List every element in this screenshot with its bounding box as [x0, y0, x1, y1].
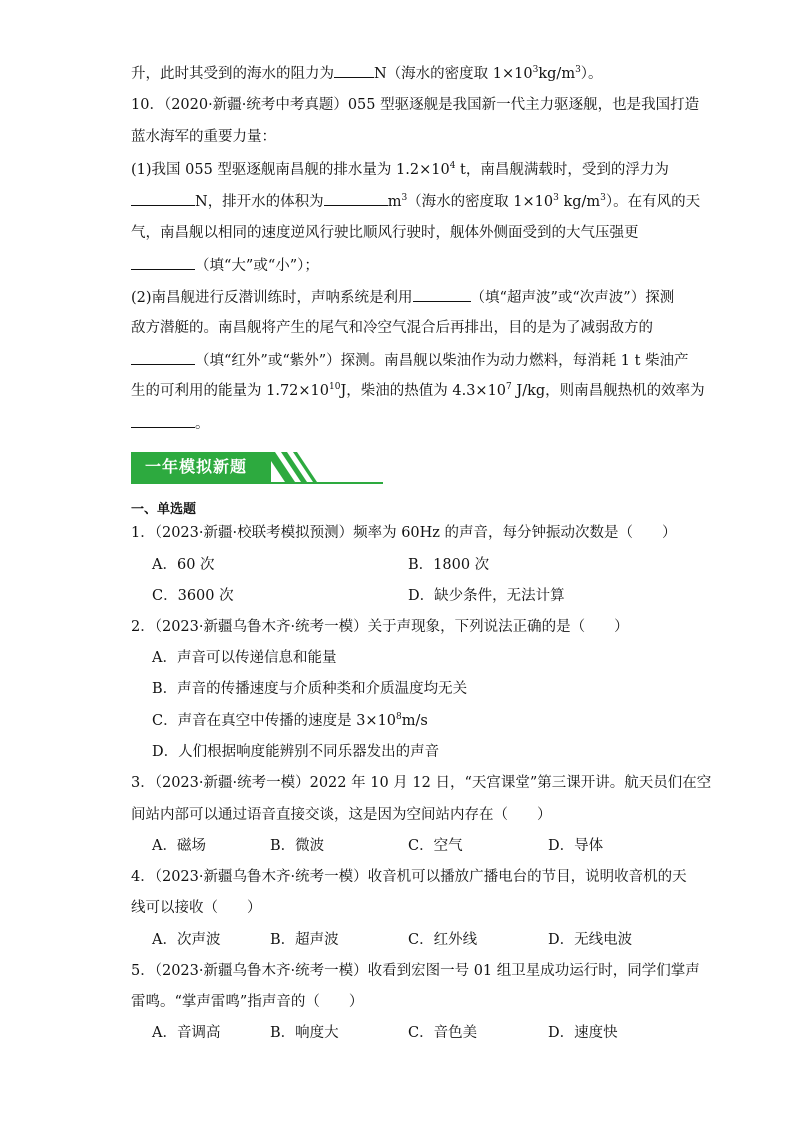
q10-text: （填“红外”或“紫外”）探测。南昌舰以柴油作为动力燃料，每消耗 1 t 柴油产: [195, 353, 689, 369]
superscript: 3: [600, 193, 606, 204]
q10-text: m: [387, 194, 402, 210]
q10-text: kg/m: [558, 194, 601, 210]
q5-option-c[interactable]: C．音色美: [408, 1025, 478, 1041]
q10-stem-line1: 10．（2020·新疆·统考中考真题）055 型驱逐舰是我国新一代主力驱逐舰，也是我国打造: [131, 97, 700, 113]
q2-option-d[interactable]: D．人们根据响度能辨别不同乐器发出的声音: [152, 744, 440, 760]
q10-text: （填“超声波”或“次声波”）探测: [470, 290, 675, 306]
q1-option-b[interactable]: B．1800 次: [408, 557, 490, 573]
q4-option-d[interactable]: D．无线电波: [548, 932, 633, 948]
q1-option-d[interactable]: D．缺少条件，无法计算: [408, 588, 565, 604]
q10-text: 。: [195, 416, 210, 432]
banner-stripes-icon: [265, 452, 335, 484]
q10-part1-line4: [131, 255, 319, 276]
q10-text: （海水的密度取 1×10: [407, 194, 554, 210]
q4-option-c[interactable]: C．红外线: [408, 932, 478, 948]
q10-part1-line3: 气，南昌舰以相同的速度逆风行驶比顺风行驶时，舰体外侧面受到的大气压强更: [131, 225, 639, 241]
q9-tail-unit: N（海水的密度取 1×10: [374, 66, 533, 82]
q10-part2-line5: [131, 413, 210, 434]
q10-part2-line2: 敌方潜艇的。南昌舰将产生的尾气和冷空气混合后再排出，目的是为了减弱敌方的: [131, 320, 653, 336]
superscript: 8: [396, 712, 402, 723]
q10-part2-line4: [131, 381, 705, 401]
q9-tail-post: ）。: [580, 66, 603, 82]
q5-option-d[interactable]: D．速度快: [548, 1025, 618, 1041]
section-title: 一、单选题: [131, 502, 197, 517]
q10-part1-line1: [131, 160, 669, 180]
q10-stem-line2: 蓝水海军的重要力量：: [131, 129, 276, 145]
question-4-stem-line2: 线可以接收（ ）: [131, 900, 262, 916]
superscript: 7: [506, 382, 512, 393]
q2-option-a[interactable]: A．声音可以传递信息和能量: [152, 650, 337, 666]
q10-text: ）。在有风的天: [605, 194, 701, 210]
q10-text: (2)南昌舰进行反潜训练时，声呐系统是利用: [131, 290, 413, 306]
q10-text: 生的可利用的能量为 1.72×10: [131, 383, 329, 399]
q4-option-a[interactable]: A．次声波: [152, 932, 221, 948]
answer-blank[interactable]: [324, 191, 388, 206]
question-3-stem-line1: 3．（2023·新疆·统考一模）2022 年 10 月 12 日，“天宫课堂”第三课开讲。航天员们在空: [131, 775, 712, 791]
answer-blank[interactable]: [413, 287, 471, 302]
superscript: 3: [553, 193, 559, 204]
q4-option-b[interactable]: B．超声波: [270, 932, 339, 948]
banner-underline: [131, 482, 383, 484]
question-3-stem-line2: 间站内部可以通过语音直接交谈，这是因为空间站内存在（ ）: [131, 807, 552, 823]
question-2-stem: 2．（2023·新疆乌鲁木齐·统考一模）关于声现象，下列说法正确的是（ ）: [131, 619, 629, 635]
superscript: 3: [401, 193, 408, 204]
q2-option-c-text: C．声音在真空中传播的速度是 3×10: [152, 713, 397, 729]
q3-option-b[interactable]: B．微波: [270, 838, 325, 854]
q10-text: J/kg，则南昌舰热机的效率为: [511, 383, 705, 399]
question-4-stem-line1: 4．（2023·新疆乌鲁木齐·统考一模）收音机可以播放广播电台的节目，说明收音机的天: [131, 869, 687, 885]
q5-option-a[interactable]: A．音调高: [152, 1025, 221, 1041]
q10-text: t，南昌舰满载时，受到的浮力为: [455, 162, 669, 178]
answer-blank[interactable]: [131, 350, 195, 365]
q10-part2-line3: [131, 350, 689, 371]
superscript: 4: [449, 161, 456, 172]
q3-option-d[interactable]: D．导体: [548, 838, 604, 854]
q10-part2-line1: [131, 287, 674, 308]
q9-tail-text: 升，此时其受到的海水的阻力为: [131, 66, 334, 82]
q1-option-c[interactable]: C．3600 次: [152, 588, 234, 604]
question-1-stem: 1．（2023·新疆·校联考模拟预测）频率为 60Hz 的声音，每分钟振动次数是（ ）: [131, 525, 677, 541]
question-5-stem-line1: 5．（2023·新疆乌鲁木齐·统考一模）收看到宏图一号 01 组卫星成功运行时，同学们掌声: [131, 963, 700, 979]
question-5-stem-line2: 雷鸣。“掌声雷鸣”指声音的（ ）: [131, 994, 364, 1010]
q9-tail-line: [131, 63, 603, 84]
q1-option-a[interactable]: A．60 次: [152, 557, 215, 573]
answer-blank[interactable]: [334, 63, 374, 78]
q9-tail-unit2: kg/m: [538, 66, 576, 82]
section-banner: [131, 452, 383, 484]
q2-option-c[interactable]: [152, 711, 428, 731]
superscript: 3: [532, 65, 539, 76]
superscript: 3: [575, 65, 581, 76]
answer-blank[interactable]: [131, 191, 195, 206]
superscript: 10: [329, 382, 341, 393]
answer-blank[interactable]: [131, 413, 195, 428]
q10-text: (1)我国 055 型驱逐舰南昌舰的排水量为 1.2×10: [131, 162, 450, 178]
q3-option-c[interactable]: C．空气: [408, 838, 463, 854]
q5-option-b[interactable]: B．响度大: [270, 1025, 339, 1041]
banner-title: 一年模拟新题: [145, 457, 248, 476]
q3-option-a[interactable]: A．磁场: [152, 838, 206, 854]
q10-part1-line2: [131, 191, 700, 212]
answer-blank[interactable]: [131, 255, 195, 270]
q2-option-c-unit: m/s: [401, 713, 428, 729]
q10-text: N，排开水的体积为: [195, 194, 324, 210]
q2-option-b[interactable]: B．声音的传播速度与介质种类和介质温度均无关: [152, 681, 468, 697]
q10-text: （填“大”或“小”）；: [195, 258, 319, 274]
q10-text: J，柴油的热值为 4.3×10: [340, 383, 507, 399]
